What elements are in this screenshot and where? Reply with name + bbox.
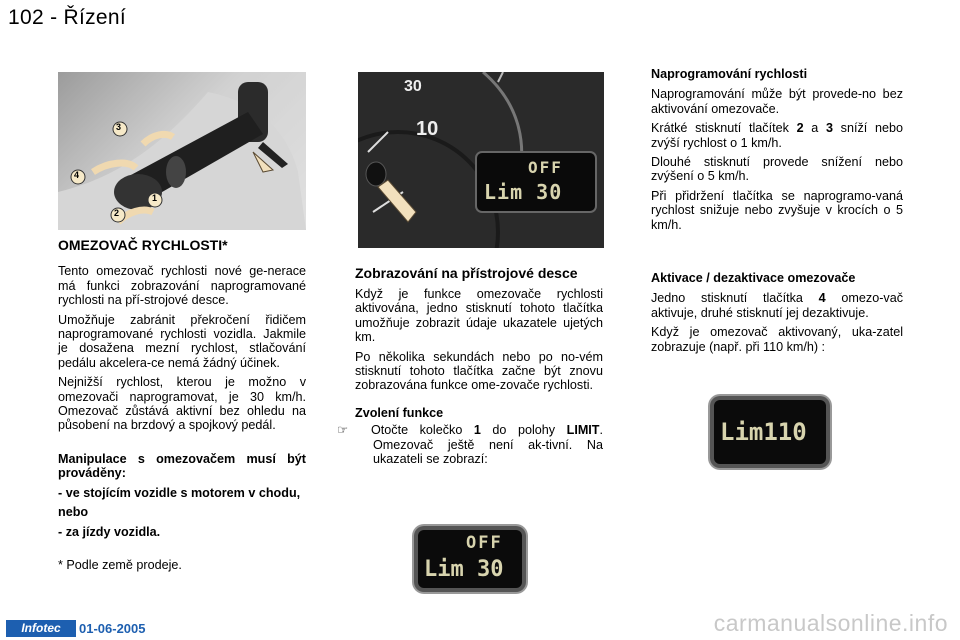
button-number: 4 (818, 291, 826, 306)
paragraph: Nejnižší rychlost, kterou je možno v omezovači naprogramovat, je 30 km/h. Omezovač zůstává aktivní bez ohledu na působení na brzdový a spojkový pedál. (58, 375, 306, 433)
wheel-number: 1 (473, 423, 481, 438)
pointing-hand-icon: ☞ (337, 423, 349, 438)
paragraph: Po několika sekundách nebo po no-vém stisknutí tohoto tlačítka začne být znovu zobrazována funkce ome-zovače rychlosti. (355, 349, 603, 393)
text: . Omezovač ještě není ak-tivní. Na ukazateli se zobrazí: (373, 423, 603, 467)
column-right (651, 67, 903, 359)
infotec-logo: Infotec (6, 620, 76, 637)
button-number: 3 (825, 121, 833, 136)
section-title-programming: Naprogramování rychlosti (651, 67, 808, 81)
page-header: 102 - Řízení (8, 6, 126, 29)
text: a (803, 121, 826, 136)
paragraph: Když je funkce omezovače rychlosti aktivována, jedno stisknutí tohoto tlačítka umožňuje zobrazit údaje ukazatele ujetých km. (355, 287, 603, 345)
limit-keyword: LIMIT (566, 423, 600, 438)
lever-photo (58, 72, 306, 230)
lever-label-4: 4 (74, 170, 80, 180)
list-item: - ve stojícím vozidle s motorem v chodu, (58, 485, 301, 500)
text: Krátké stisknutí tlačítek (651, 121, 797, 136)
lever-label-2: 2 (114, 208, 120, 218)
lever-label-1: 1 (152, 193, 158, 203)
list-item: - za jízdy vozidla. (58, 524, 161, 539)
text: Jedno stisknutí tlačítka (651, 291, 819, 306)
paragraph: Při přidržení tlačítka se naprogramo-vaná rychlost snižuje nebo zvyšuje v krocích o 5 km/h. (651, 188, 903, 232)
footer-date: 01-06-2005 (79, 621, 146, 636)
lever-label-3: 3 (116, 122, 122, 132)
manipulation-note: Manipulace s omezovačem musí být prováděny: (58, 451, 306, 481)
lcd-display-active (714, 400, 826, 464)
lcd-line1: OFF (466, 533, 503, 553)
column-left (58, 238, 306, 577)
gauge-illustration (358, 72, 604, 248)
column-middle (337, 265, 603, 471)
paragraph: Tento omezovač rychlosti nové ge-nerace má funkci zobrazování naprogramované rychlosti na pří-strojové desce. (58, 264, 306, 308)
list-connector: nebo (58, 505, 89, 520)
lcd-line1: Lim110 (720, 418, 807, 446)
bullet-item (337, 423, 603, 467)
subsection-title-select: Zvolení funkce (355, 405, 444, 420)
text: do polohy (480, 423, 567, 438)
paragraph: Dlouhé stisknutí provede snížení nebo zvýšení o 5 km/h. (651, 155, 903, 184)
lcd-line2: Lim 30 (424, 557, 504, 582)
paragraph: Když je omezovač aktivovaný, uka-zatel zobrazuje (např. při 110 km/h) : (651, 325, 903, 354)
paragraph: Naprogramování může být provede-no bez aktivování omezovače. (651, 87, 903, 116)
paragraph (651, 121, 903, 150)
gauge-lcd-line2: Lim 30 (484, 180, 563, 204)
text: omezo-vač aktivuje, druhé stisknutí jej dezaktivuje. (651, 291, 903, 320)
section-title-display: Zobrazování na přístrojové desce (355, 265, 578, 281)
paragraph (651, 291, 903, 320)
lcd-display-off (418, 530, 522, 588)
section-title-activation: Aktivace / dezaktivace omezovače (651, 271, 856, 286)
paragraph: Umožňuje zabránit překročení řidičem naprogramované rychlosti vozidla. Jakmile je dosažena mezní rychlost, stlačování pedálu akcelera-ce nemá žádný účinek. (58, 312, 306, 370)
lever-illustration (58, 72, 306, 230)
gauge-tick-10: 10 (416, 118, 439, 140)
footnote: * Podle země prodeje. (58, 557, 182, 572)
text: Otočte kolečko (371, 423, 474, 438)
gauge-photo (358, 72, 604, 248)
text: sníží nebo zvýší rychlost o 1 km/h. (651, 121, 903, 150)
gauge-lcd-line1: OFF (528, 158, 563, 177)
watermark: carmanualsonline.info (713, 610, 948, 636)
gauge-tick-30: 30 (404, 78, 422, 95)
section-title-speed-limiter: OMEZOVAČ RYCHLOSTI* (58, 237, 228, 253)
button-number: 2 (796, 121, 804, 136)
